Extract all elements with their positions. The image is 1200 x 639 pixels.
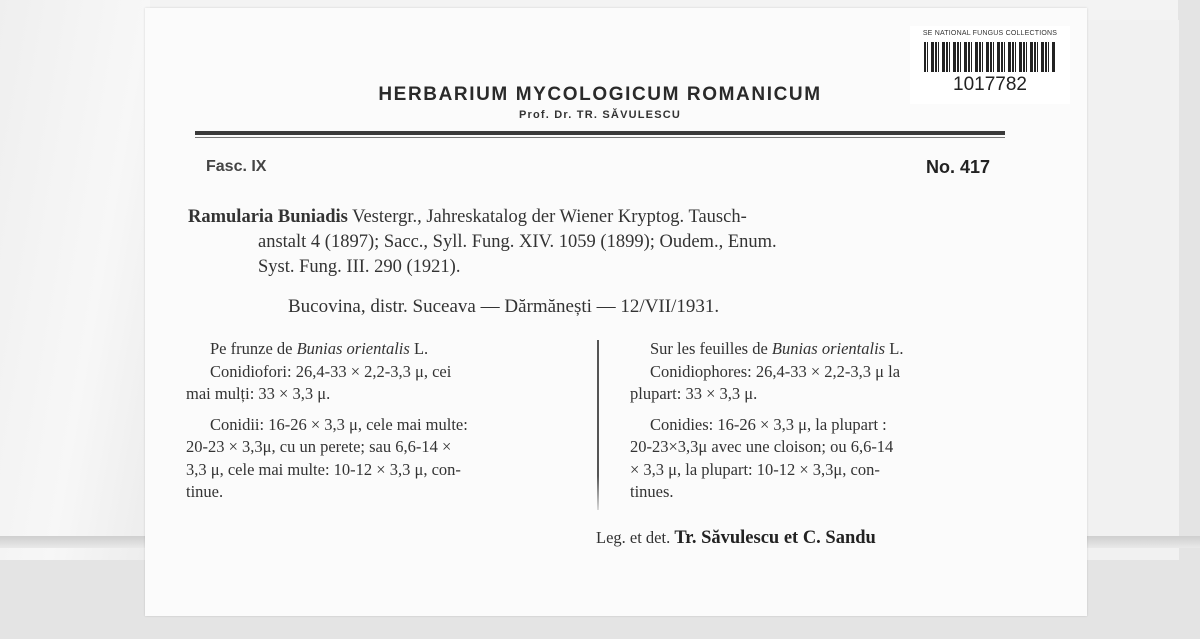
ro-host-prefix: Pe frunze de	[210, 339, 297, 358]
collection-locality: Bucovina, distr. Suceava — Dărmănești — 12/VII/1931.	[288, 296, 720, 317]
citation-line-2: anstalt 4 (1897); Sacc., Syll. Fung. XIV. 1059 (1899); Oudem., Enum.	[258, 232, 777, 252]
ro-host-name: Bunias orientalis	[296, 339, 410, 358]
fr-host-name: Bunias orientalis	[771, 339, 886, 358]
barcode-collection-title: SE NATIONAL FUNGUS COLLECTIONS	[922, 30, 1058, 37]
envelope-left-flap	[0, 0, 150, 560]
column-divider	[597, 340, 599, 510]
fr-host-suffix: L.	[885, 339, 904, 358]
fascicle-number: Fasc. IX	[206, 158, 267, 175]
fr-line: Conidies: 16-26 × 3,3 μ, la plupart :	[650, 414, 887, 434]
fr-line: tinues.	[630, 482, 674, 501]
ro-host-line	[186, 338, 586, 361]
ro-line: tinue.	[186, 482, 224, 501]
citation-line-1	[188, 205, 1008, 230]
ro-line: Conidiofori: 26,4-33 × 2,2-3,3 μ, cei	[210, 361, 452, 381]
header-rule-thin	[195, 137, 1005, 138]
fr-line: Conidiophores: 26,4-33 × 2,2-3,3 μ la	[650, 361, 901, 381]
romanian-description	[186, 338, 586, 504]
fr-line: 20-23×3,3μ avec une cloison; ou 6,6-14	[630, 437, 894, 456]
ro-line: 20-23 × 3,3μ, cu un perete; sau 6,6-14 ×	[186, 437, 452, 456]
ro-line: 3,3 μ, cele mai multe: 10-12 × 3,3 μ, con-	[186, 459, 461, 479]
barcode-bars	[924, 42, 1056, 72]
collector-names: Tr. Săvulescu et C. Sandu	[674, 528, 876, 548]
envelope-right-flap	[1085, 20, 1179, 560]
ro-host-suffix: L.	[409, 339, 429, 358]
taxon-citation	[188, 205, 1008, 280]
citation-line-3: Syst. Fung. III. 290 (1921).	[258, 257, 461, 277]
herbarium-subtitle: Prof. Dr. TR. SĂVULESCU	[518, 109, 682, 121]
french-description	[630, 338, 1015, 504]
fr-host-prefix: Sur les feuilles de	[650, 339, 772, 358]
fr-line: plupart: 33 × 3,3 μ.	[630, 384, 758, 403]
barcode-number: 1017782	[953, 74, 1027, 95]
fr-line: × 3,3 μ, la plupart: 10-12 × 3,3μ, con-	[630, 459, 880, 479]
fr-host-line	[630, 338, 1015, 361]
citation-line-1-rest: Vestergr., Jahreskatalog der Wiener Kryptog. Tausch-	[347, 207, 747, 227]
specimen-number: No. 417	[925, 157, 990, 177]
ro-line: Conidii: 16-26 × 3,3 μ, cele mai multe:	[210, 414, 468, 434]
legit-determinavit	[596, 528, 876, 549]
header-rule-thick	[195, 131, 1005, 135]
legit-prefix: Leg. et det.	[596, 528, 675, 547]
ro-line: mai mulți: 33 × 3,3 μ.	[186, 384, 331, 403]
species-name: Ramularia Buniadis	[188, 207, 348, 227]
herbarium-title: HERBARIUM MYCOLOGICUM ROMANICUM	[378, 84, 822, 105]
